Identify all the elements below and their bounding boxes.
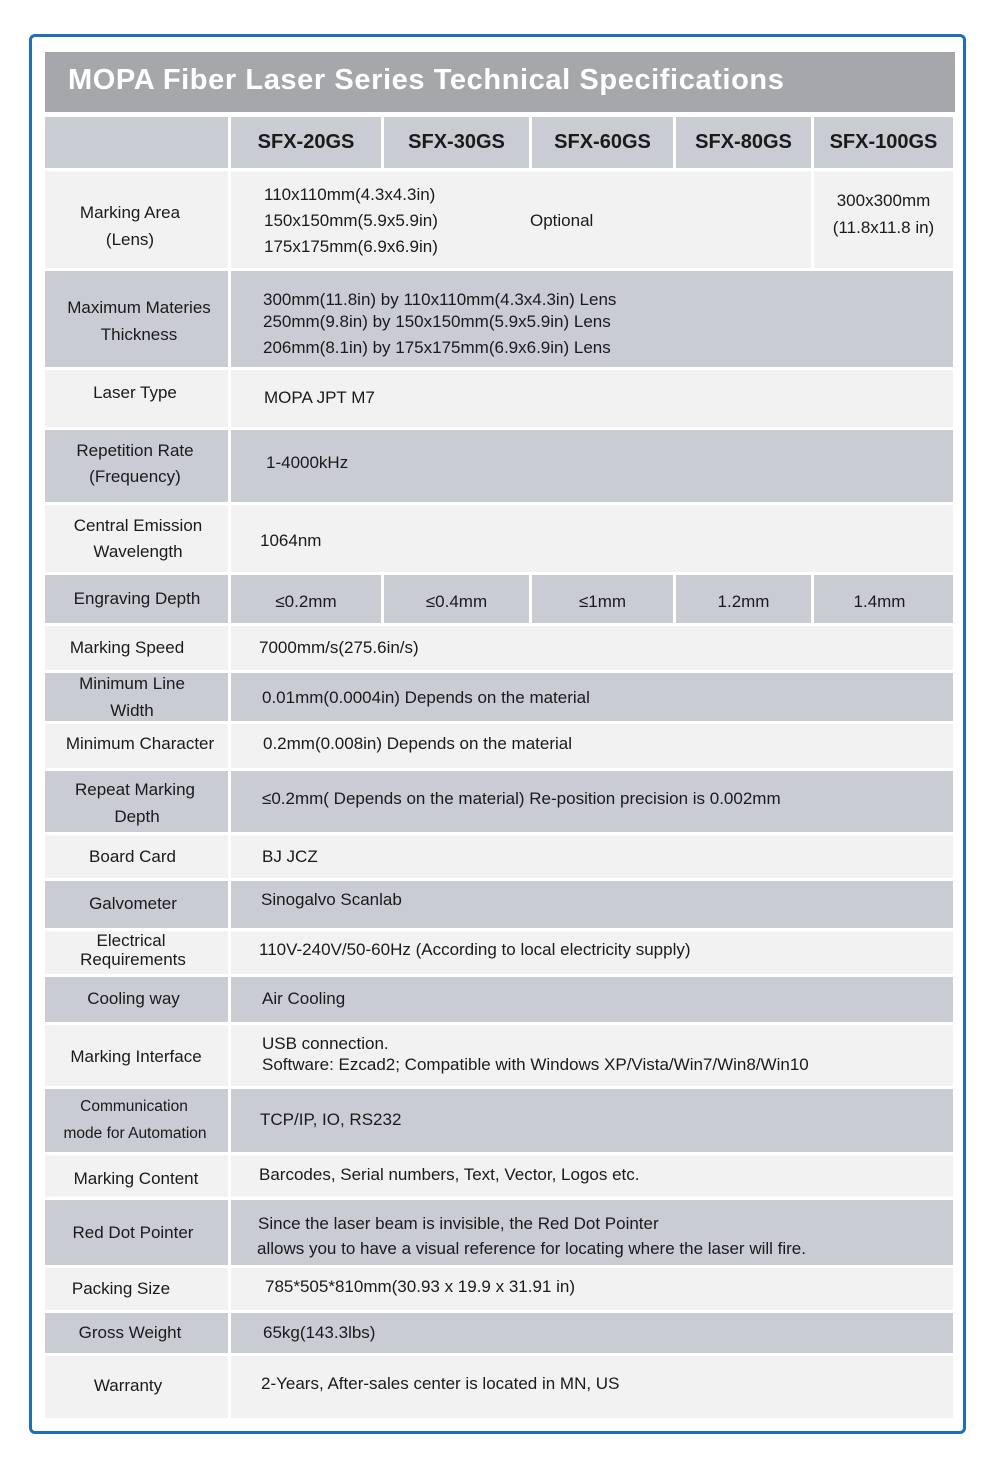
- row-value: Barcodes, Serial numbers, Text, Vector, Logos etc.: [259, 1165, 640, 1184]
- row-label: Laser Type: [93, 383, 177, 402]
- row-label: Communication: [80, 1098, 188, 1115]
- row-label: Electrical: [96, 931, 166, 950]
- row-value: USB connection.: [262, 1034, 389, 1053]
- row-value: 300mm(11.8in) by 110x110mm(4.3x4.3in) Lens: [263, 290, 617, 309]
- row-value: 250mm(9.8in) by 150x150mm(5.9x5.9in) Lens: [263, 312, 611, 331]
- page-title: MOPA Fiber Laser Series Technical Specifications: [68, 64, 785, 96]
- row-label: Engraving Depth: [73, 589, 201, 608]
- spec-row-min-line-width: [45, 673, 953, 721]
- row-value: 7000mm/s(275.6in/s): [259, 638, 419, 657]
- row-value: 110x110mm(4.3x4.3in): [264, 185, 436, 204]
- row-value: Since the laser beam is invisible, the Red Dot Pointer: [258, 1214, 659, 1233]
- spec-row-interface: [45, 1025, 953, 1086]
- spec-row-marking-area: [45, 171, 953, 268]
- row-label: Maximum Materies: [67, 298, 211, 317]
- spec-row-galvometer: [45, 881, 953, 928]
- row-value: 1064nm: [260, 531, 322, 550]
- spec-row-warranty: [45, 1356, 953, 1418]
- spec-row-board-card: [45, 835, 953, 878]
- spec-row-wavelength: [45, 505, 953, 572]
- row-value: 785*505*810mm(30.93 x 19.9 x 31.91 in): [265, 1277, 575, 1296]
- row-label: Warranty: [93, 1376, 163, 1395]
- row-value: 1.4mm: [853, 592, 906, 611]
- row-value: Sinogalvo Scanlab: [261, 890, 402, 909]
- model-header: SFX-60GS: [554, 131, 651, 153]
- model-header: SFX-80GS: [695, 131, 792, 153]
- row-value: TCP/IP, IO, RS232: [260, 1110, 402, 1129]
- row-value: 1-4000kHz: [266, 453, 349, 472]
- spec-row-marking-speed: [45, 626, 953, 670]
- spec-row-packing: [45, 1268, 953, 1310]
- row-value: ≤0.4mm: [425, 592, 488, 611]
- spec-row-engraving-depth: [45, 575, 953, 623]
- row-label: mode for Automation: [63, 1125, 207, 1142]
- row-value: MOPA JPT M7: [264, 388, 375, 407]
- row-value: 206mm(8.1in) by 175x175mm(6.9x6.9in) Lens: [263, 338, 611, 357]
- model-header: SFX-100GS: [829, 131, 938, 153]
- row-label: Gross Weight: [78, 1323, 182, 1342]
- row-value: 110V-240V/50-60Hz (According to local electricity supply): [259, 940, 691, 959]
- row-value: (11.8x11.8 in): [832, 218, 935, 237]
- spec-row-red-dot: [45, 1200, 953, 1265]
- row-label: Cooling way: [87, 989, 180, 1008]
- row-label: Requirements: [80, 950, 186, 969]
- spec-row-repetition-rate: [45, 430, 953, 502]
- row-value: BJ JCZ: [262, 847, 318, 866]
- spec-row-electrical: [45, 931, 953, 974]
- row-value: ≤0.2mm( Depends on the material) Re-position precision is 0.002mm: [262, 789, 781, 808]
- spec-row-min-character: [45, 724, 953, 768]
- row-label: (Frequency): [89, 467, 181, 486]
- row-value: 300x300mm: [836, 191, 931, 210]
- spec-row-communication: [45, 1089, 953, 1152]
- row-label: Marking Speed: [69, 638, 185, 657]
- row-value: 2-Years, After-sales center is located in MN, US: [261, 1374, 620, 1393]
- spec-row-laser-type: [45, 370, 953, 427]
- row-label: Marking Interface: [70, 1047, 202, 1066]
- row-value: Air Cooling: [262, 989, 346, 1008]
- row-label: Minimum Line: [79, 674, 185, 693]
- header-row: [45, 117, 953, 168]
- row-value: 1.2mm: [717, 592, 770, 611]
- row-value: 175x175mm(6.9x6.9in): [264, 237, 438, 256]
- spec-row-weight: [45, 1313, 953, 1353]
- row-label: Board Card: [89, 847, 176, 866]
- model-header: SFX-20GS: [257, 131, 355, 153]
- row-value: ≤0.2mm: [275, 592, 337, 611]
- row-value: ≤1mm: [578, 592, 627, 611]
- row-label: Minimum Character: [65, 734, 215, 753]
- spec-row-cooling: [45, 977, 953, 1022]
- row-value: 65kg(143.3lbs): [263, 1323, 376, 1342]
- row-value: 0.01mm(0.0004in) Depends on the material: [262, 688, 590, 707]
- row-label: Galvometer: [89, 894, 177, 913]
- title-bar: [45, 52, 955, 112]
- row-label: Repeat Marking: [74, 780, 195, 799]
- row-value: 150x150mm(5.9x5.9in): [264, 211, 438, 230]
- row-label: Repetition Rate: [76, 441, 194, 460]
- row-value-optional: Optional: [530, 211, 594, 230]
- row-label: Marking Area: [79, 203, 181, 222]
- row-label: Central Emission: [73, 516, 203, 535]
- row-value: allows you to have a visual reference for locating where the laser will fire.: [257, 1239, 806, 1258]
- row-label: Marking Content: [73, 1169, 199, 1188]
- row-label: Width: [110, 701, 154, 720]
- row-label: Red Dot Pointer: [72, 1223, 194, 1242]
- spec-row-max-thickness: [45, 271, 953, 367]
- spec-row-content: [45, 1155, 953, 1197]
- model-header: SFX-30GS: [408, 131, 505, 153]
- row-label: Wavelength: [93, 542, 183, 561]
- spec-row-repeat-depth: [45, 771, 953, 832]
- row-label: Packing Size: [71, 1279, 171, 1298]
- row-value: Software: Ezcad2; Compatible with Windows XP/Vista/Win7/Win8/Win10: [262, 1055, 809, 1074]
- row-label: Depth: [114, 807, 160, 826]
- row-label: (Lens): [105, 230, 155, 249]
- row-value: 0.2mm(0.008in) Depends on the material: [263, 734, 572, 753]
- row-label: Thickness: [100, 325, 178, 344]
